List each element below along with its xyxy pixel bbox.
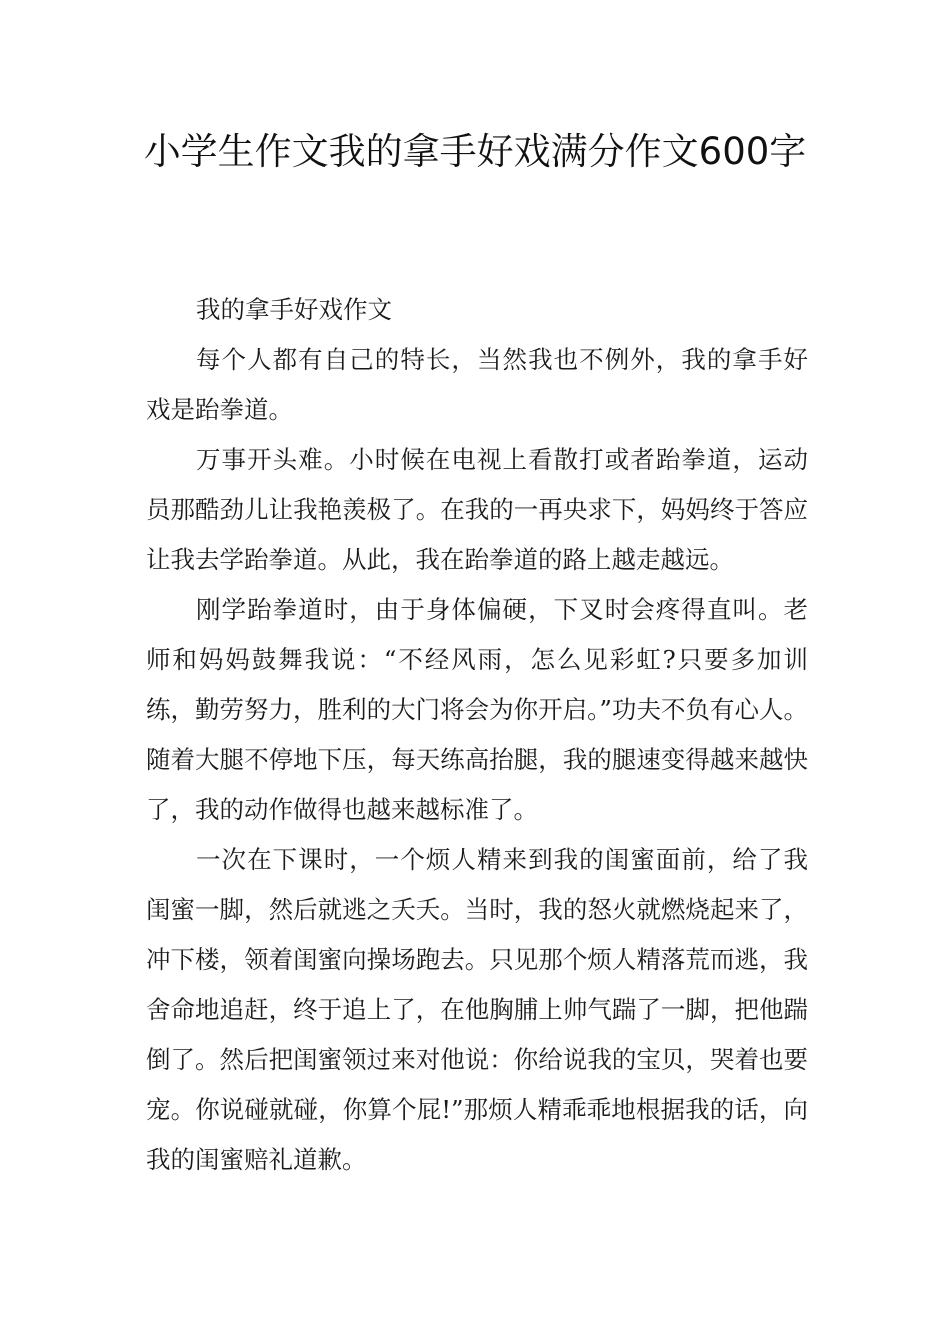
document-title: 小学生作文我的拿手好戏满分作文600字 xyxy=(143,130,807,173)
document-body xyxy=(146,285,808,1185)
paragraph: 每个人都有自己的特长，当然我也不例外，我的拿手好戏是跆拳道。 xyxy=(146,345,808,424)
paragraph: 刚学跆拳道时，由于身体偏硬，下叉时会疼得直叫。老师和妈妈鼓舞我说：“不经风雨，怎么见彩虹?只要多加训练，勤劳努力，胜利的大门将会为你开启。”功夫不负有心人。随着大腿不停地下压，每天练高抬腿，我的腿速变得越来越快了，我的动作做得也越来越标准了。 xyxy=(146,595,808,824)
paragraph: 一次在下课时，一个烦人精来到我的闺蜜面前，给了我闺蜜一脚，然后就逃之夭夭。当时，我的怒火就燃烧起来了，冲下楼，领着闺蜜向操场跑去。只见那个烦人精落荒而逃，我舍命地追赶，终于追上了，在他胸脯上帅气踹了一脚，把他踹倒了。然后把闺蜜领过来对他说：你给说我的宝贝，哭着也要宠。你说碰就碰，你算个屁!”那烦人精乖乖地根据我的话，向我的闺蜜赔礼道歉。 xyxy=(146,845,808,1174)
paragraph-subtitle: 我的拿手好戏作文 xyxy=(196,295,392,324)
paragraph: 万事开头难。小时候在电视上看散打或者跆拳道，运动员那酷劲儿让我艳羡极了。在我的一再央求下，妈妈终于答应让我去学跆拳道。从此，我在跆拳道的路上越走越远。 xyxy=(146,445,808,574)
